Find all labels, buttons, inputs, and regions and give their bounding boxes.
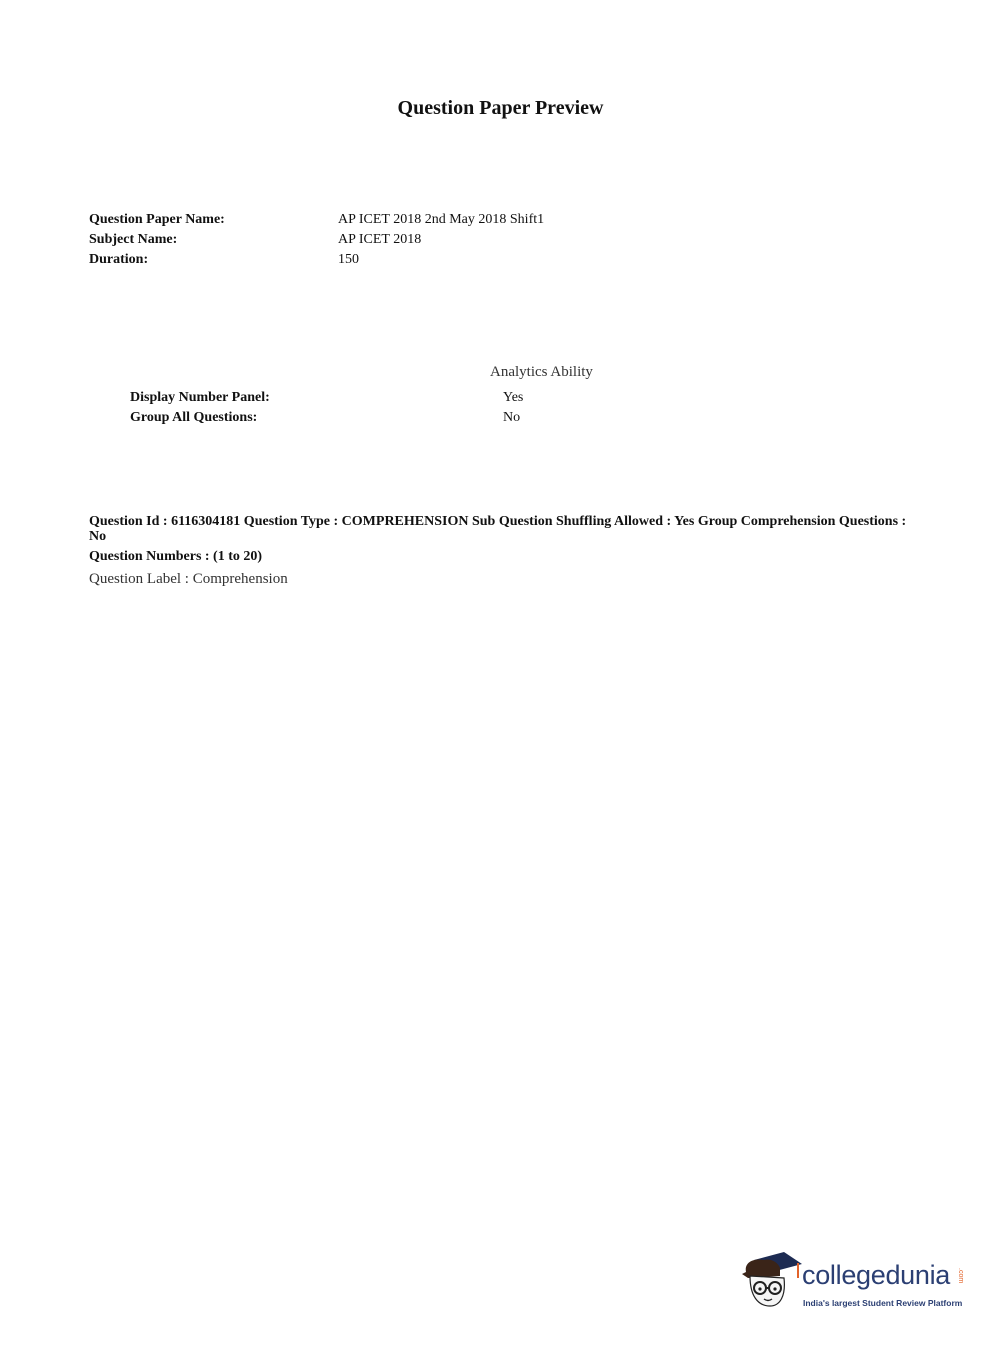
logo-tagline: India's largest Student Review Platform: [803, 1298, 963, 1308]
group-all-questions-label: Group All Questions:: [130, 410, 258, 425]
duration-label: Duration:: [89, 252, 149, 267]
display-number-panel-label: Display Number Panel:: [130, 390, 270, 405]
mascot-icon: [740, 1248, 804, 1312]
question-label: Question Label : Comprehension: [89, 571, 288, 587]
logo-wordmark: collegedunia: [802, 1260, 951, 1290]
paper-name-value: AP ICET 2018 2nd May 2018 Shift1: [338, 212, 545, 227]
logo-com-suffix: .com: [957, 1268, 964, 1284]
collegedunia-logo: [740, 1248, 970, 1318]
subject-name-value: AP ICET 2018: [338, 232, 422, 247]
question-numbers: Question Numbers : (1 to 20): [89, 549, 263, 564]
question-info: Question Id : 6116304181 Question Type : COMPREHENSION Sub Question Shuffling Allowed : Yes Group Comprehension Questions : No: [89, 514, 907, 544]
subject-name-label: Subject Name:: [89, 232, 178, 247]
paper-name-label: Question Paper Name:: [89, 212, 225, 227]
group-all-questions-value: No: [503, 410, 521, 425]
duration-value: 150: [338, 252, 359, 267]
page-title: Question Paper Preview: [397, 97, 604, 119]
section-name: Analytics Ability: [490, 364, 593, 380]
display-number-panel-value: Yes: [503, 390, 524, 405]
